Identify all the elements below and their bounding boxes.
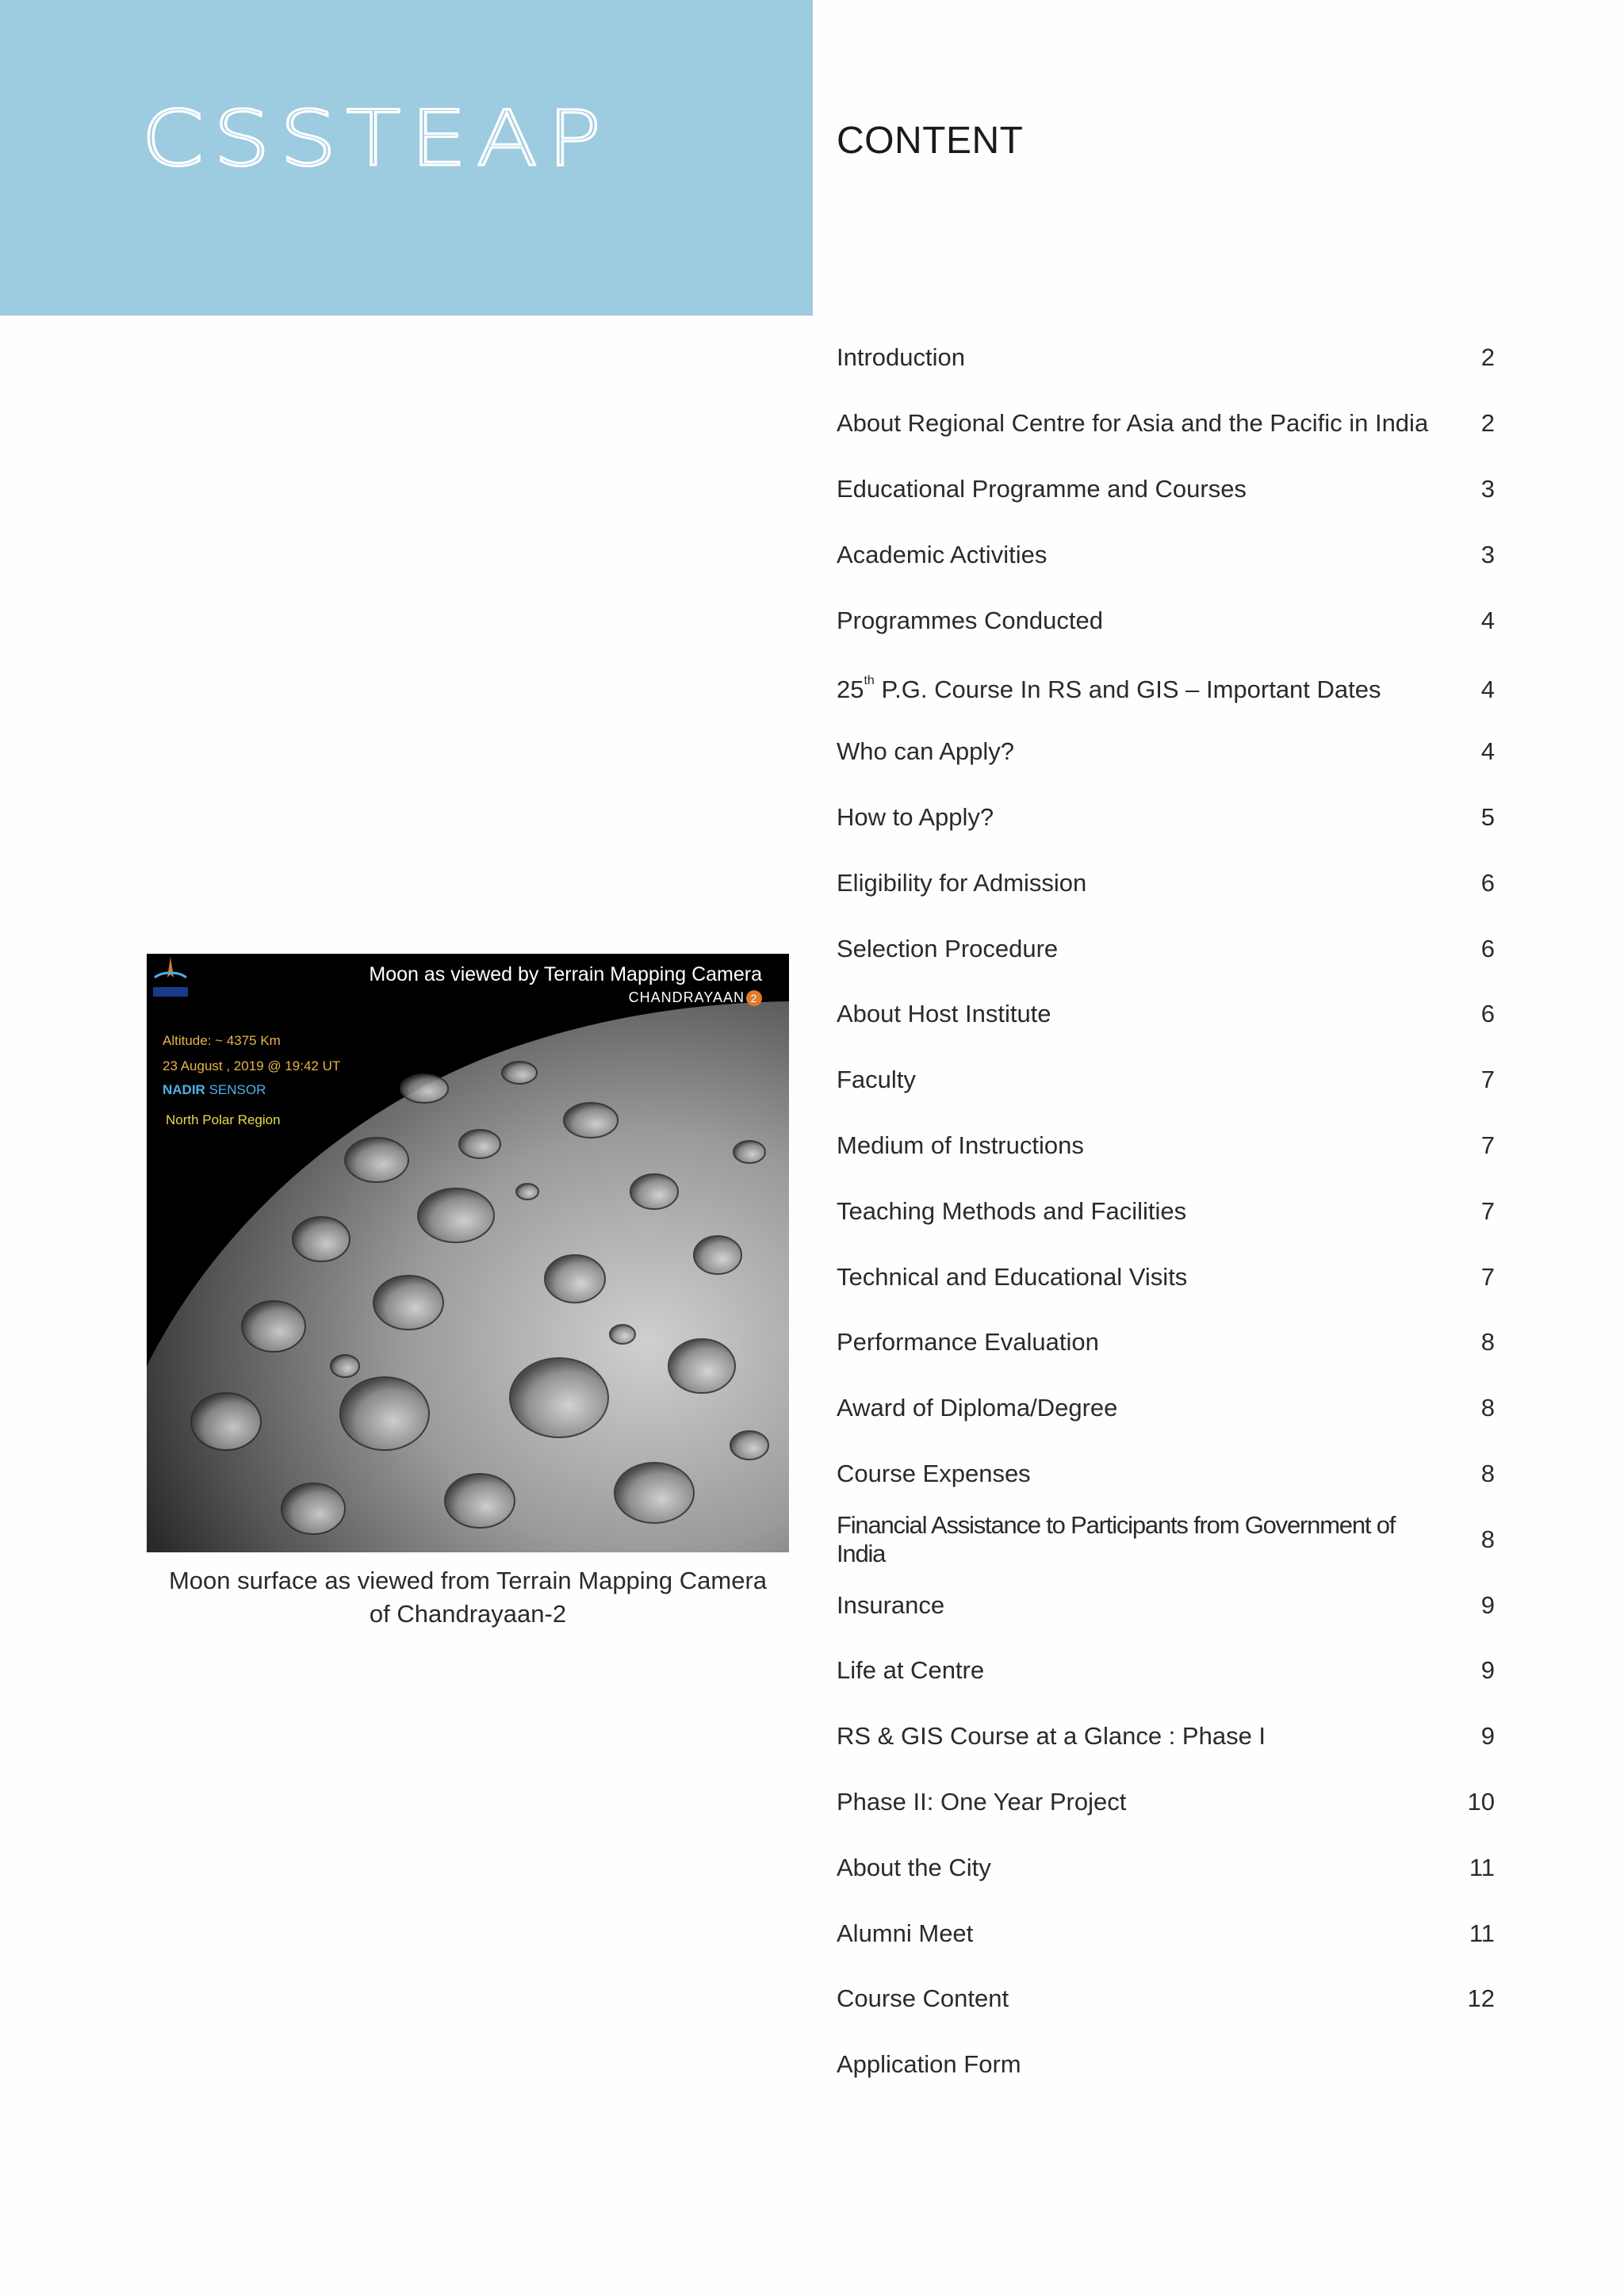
toc-item[interactable] xyxy=(837,457,1495,522)
toc-item-ordinal-suffix: th xyxy=(864,674,875,688)
toc-item-page: 7 xyxy=(1480,1066,1495,1094)
toc-item[interactable] xyxy=(837,1506,1495,1572)
toc-item-page: 7 xyxy=(1480,1262,1495,1291)
table-of-contents xyxy=(837,325,1495,2098)
toc-item[interactable] xyxy=(837,1047,1495,1113)
toc-item[interactable] xyxy=(837,1704,1495,1770)
toc-item-title: Award of Diploma/Degree xyxy=(837,1394,1118,1422)
toc-item-page: 6 xyxy=(1480,868,1495,897)
toc-item-title: Teaching Methods and Facilities xyxy=(837,1196,1187,1225)
toc-item[interactable] xyxy=(837,1638,1495,1704)
toc-item-page: 2 xyxy=(1480,409,1495,438)
toc-item-page: 11 xyxy=(1469,1853,1495,1881)
toc-item-title: Educational Programme and Courses xyxy=(837,474,1247,503)
toc-item[interactable] xyxy=(837,522,1495,587)
photo-date: 23 August , 2019 @ 19:42 UT xyxy=(163,1058,341,1073)
photo-sensor-bold: NADIR xyxy=(163,1082,205,1097)
toc-item-title: Technical and Educational Visits xyxy=(837,1262,1188,1291)
caption-line-1: Moon surface as viewed from Terrain Mapping Camera xyxy=(168,1567,768,1594)
toc-item-title: Life at Centre xyxy=(837,1656,985,1685)
photo-sensor xyxy=(163,1082,266,1098)
toc-item-page: 8 xyxy=(1480,1525,1495,1553)
toc-item-page: 3 xyxy=(1480,474,1495,503)
toc-item-title: Programmes Conducted xyxy=(837,606,1103,634)
toc-item-title: Alumni Meet xyxy=(837,1919,974,1947)
toc-item-page: 6 xyxy=(1480,934,1495,962)
toc-item-page: 12 xyxy=(1467,1984,1495,2013)
toc-item-page: 9 xyxy=(1480,1590,1495,1619)
toc-item-title: Who can Apply? xyxy=(837,737,1015,766)
toc-item-title: Introduction xyxy=(837,343,965,372)
caption-line-2: of Chandrayaan-2 xyxy=(369,1600,567,1628)
toc-item[interactable] xyxy=(837,1572,1495,1638)
toc-item[interactable] xyxy=(837,850,1495,916)
photo-brand-number: 2 xyxy=(746,990,762,1006)
toc-item-page: 9 xyxy=(1480,1656,1495,1685)
photo-caption xyxy=(147,1564,789,1631)
toc-item[interactable] xyxy=(837,2032,1495,2098)
toc-item-page: 9 xyxy=(1480,1722,1495,1751)
page-title: CONTENT xyxy=(837,120,1024,162)
toc-item-page: 10 xyxy=(1467,1787,1495,1816)
toc-item-page: 4 xyxy=(1480,675,1495,704)
toc-item-title: RS & GIS Course at a Glance : Phase I xyxy=(837,1722,1266,1751)
toc-item-title: Medium of Instructions xyxy=(837,1131,1084,1159)
toc-item[interactable] xyxy=(837,1835,1495,1900)
photo-title: Moon as viewed by Terrain Mapping Camera xyxy=(369,963,762,985)
toc-item-page: 5 xyxy=(1480,802,1495,831)
toc-item-title: Academic Activities xyxy=(837,540,1048,568)
toc-item-page: 4 xyxy=(1480,737,1495,766)
toc-item-page: 8 xyxy=(1480,1394,1495,1422)
toc-item-page: 4 xyxy=(1480,606,1495,634)
photo-brand-name: CHANDRAYAAN xyxy=(628,989,745,1005)
moon-photo xyxy=(147,954,789,1552)
toc-item-page: 3 xyxy=(1480,540,1495,568)
cssteap-logo: CSSTEAP xyxy=(141,94,611,183)
toc-item[interactable] xyxy=(837,785,1495,851)
toc-item[interactable] xyxy=(837,325,1495,391)
toc-item[interactable] xyxy=(837,653,1495,719)
photo-altitude: Altitude: ~ 4375 Km xyxy=(163,1033,281,1048)
toc-item-title: Performance Evaluation xyxy=(837,1328,1099,1357)
toc-item-title: Insurance xyxy=(837,1590,945,1619)
photo-sensor-rest: SENSOR xyxy=(205,1082,266,1097)
toc-item-page: 6 xyxy=(1480,1000,1495,1028)
toc-item-page: 7 xyxy=(1480,1196,1495,1225)
photo-region: North Polar Region xyxy=(166,1112,281,1127)
toc-item-title: How to Apply? xyxy=(837,802,994,831)
toc-item-page: 7 xyxy=(1480,1131,1495,1159)
toc-item[interactable] xyxy=(837,916,1495,982)
toc-item-title: Faculty xyxy=(837,1066,916,1094)
toc-item[interactable] xyxy=(837,1376,1495,1441)
toc-item[interactable] xyxy=(837,982,1495,1047)
toc-item-title: Selection Procedure xyxy=(837,934,1059,962)
toc-item[interactable] xyxy=(837,1900,1495,1966)
toc-item[interactable] xyxy=(837,587,1495,653)
toc-item[interactable] xyxy=(837,1770,1495,1835)
toc-item[interactable] xyxy=(837,391,1495,457)
isro-logo-icon xyxy=(147,954,194,1001)
toc-item-title: Phase II: One Year Project xyxy=(837,1787,1127,1816)
toc-item[interactable] xyxy=(837,1310,1495,1376)
photo-brand xyxy=(629,989,762,1006)
toc-item-title: Financial Assistance to Participants from Government of India xyxy=(837,1510,1396,1567)
toc-item-page: 2 xyxy=(1480,343,1495,372)
toc-item-title: Course Content xyxy=(837,1984,1009,2013)
toc-item-title: About Regional Centre for Asia and the Pacific in India xyxy=(837,409,1429,438)
toc-item-ordinal: 25 xyxy=(837,675,864,704)
toc-item-title-text: P.G. Course In RS and GIS – Important Dates xyxy=(874,675,1381,704)
toc-item[interactable] xyxy=(837,1441,1495,1507)
toc-item-page: 8 xyxy=(1480,1459,1495,1487)
toc-item-page: 8 xyxy=(1480,1328,1495,1357)
toc-item-title: About the City xyxy=(837,1853,991,1881)
toc-item[interactable] xyxy=(837,1244,1495,1310)
toc-item[interactable] xyxy=(837,719,1495,785)
toc-item[interactable] xyxy=(837,1113,1495,1179)
toc-item-title: Course Expenses xyxy=(837,1459,1031,1487)
toc-item-title xyxy=(837,675,1381,704)
toc-item[interactable] xyxy=(837,1966,1495,2032)
header-blue-panel xyxy=(0,0,813,316)
toc-item-title: About Host Institute xyxy=(837,1000,1051,1028)
toc-item-title: Application Form xyxy=(837,2050,1021,2079)
toc-item[interactable] xyxy=(837,1178,1495,1244)
toc-item-title: Eligibility for Admission xyxy=(837,868,1087,897)
toc-item-page: 11 xyxy=(1469,1919,1495,1947)
